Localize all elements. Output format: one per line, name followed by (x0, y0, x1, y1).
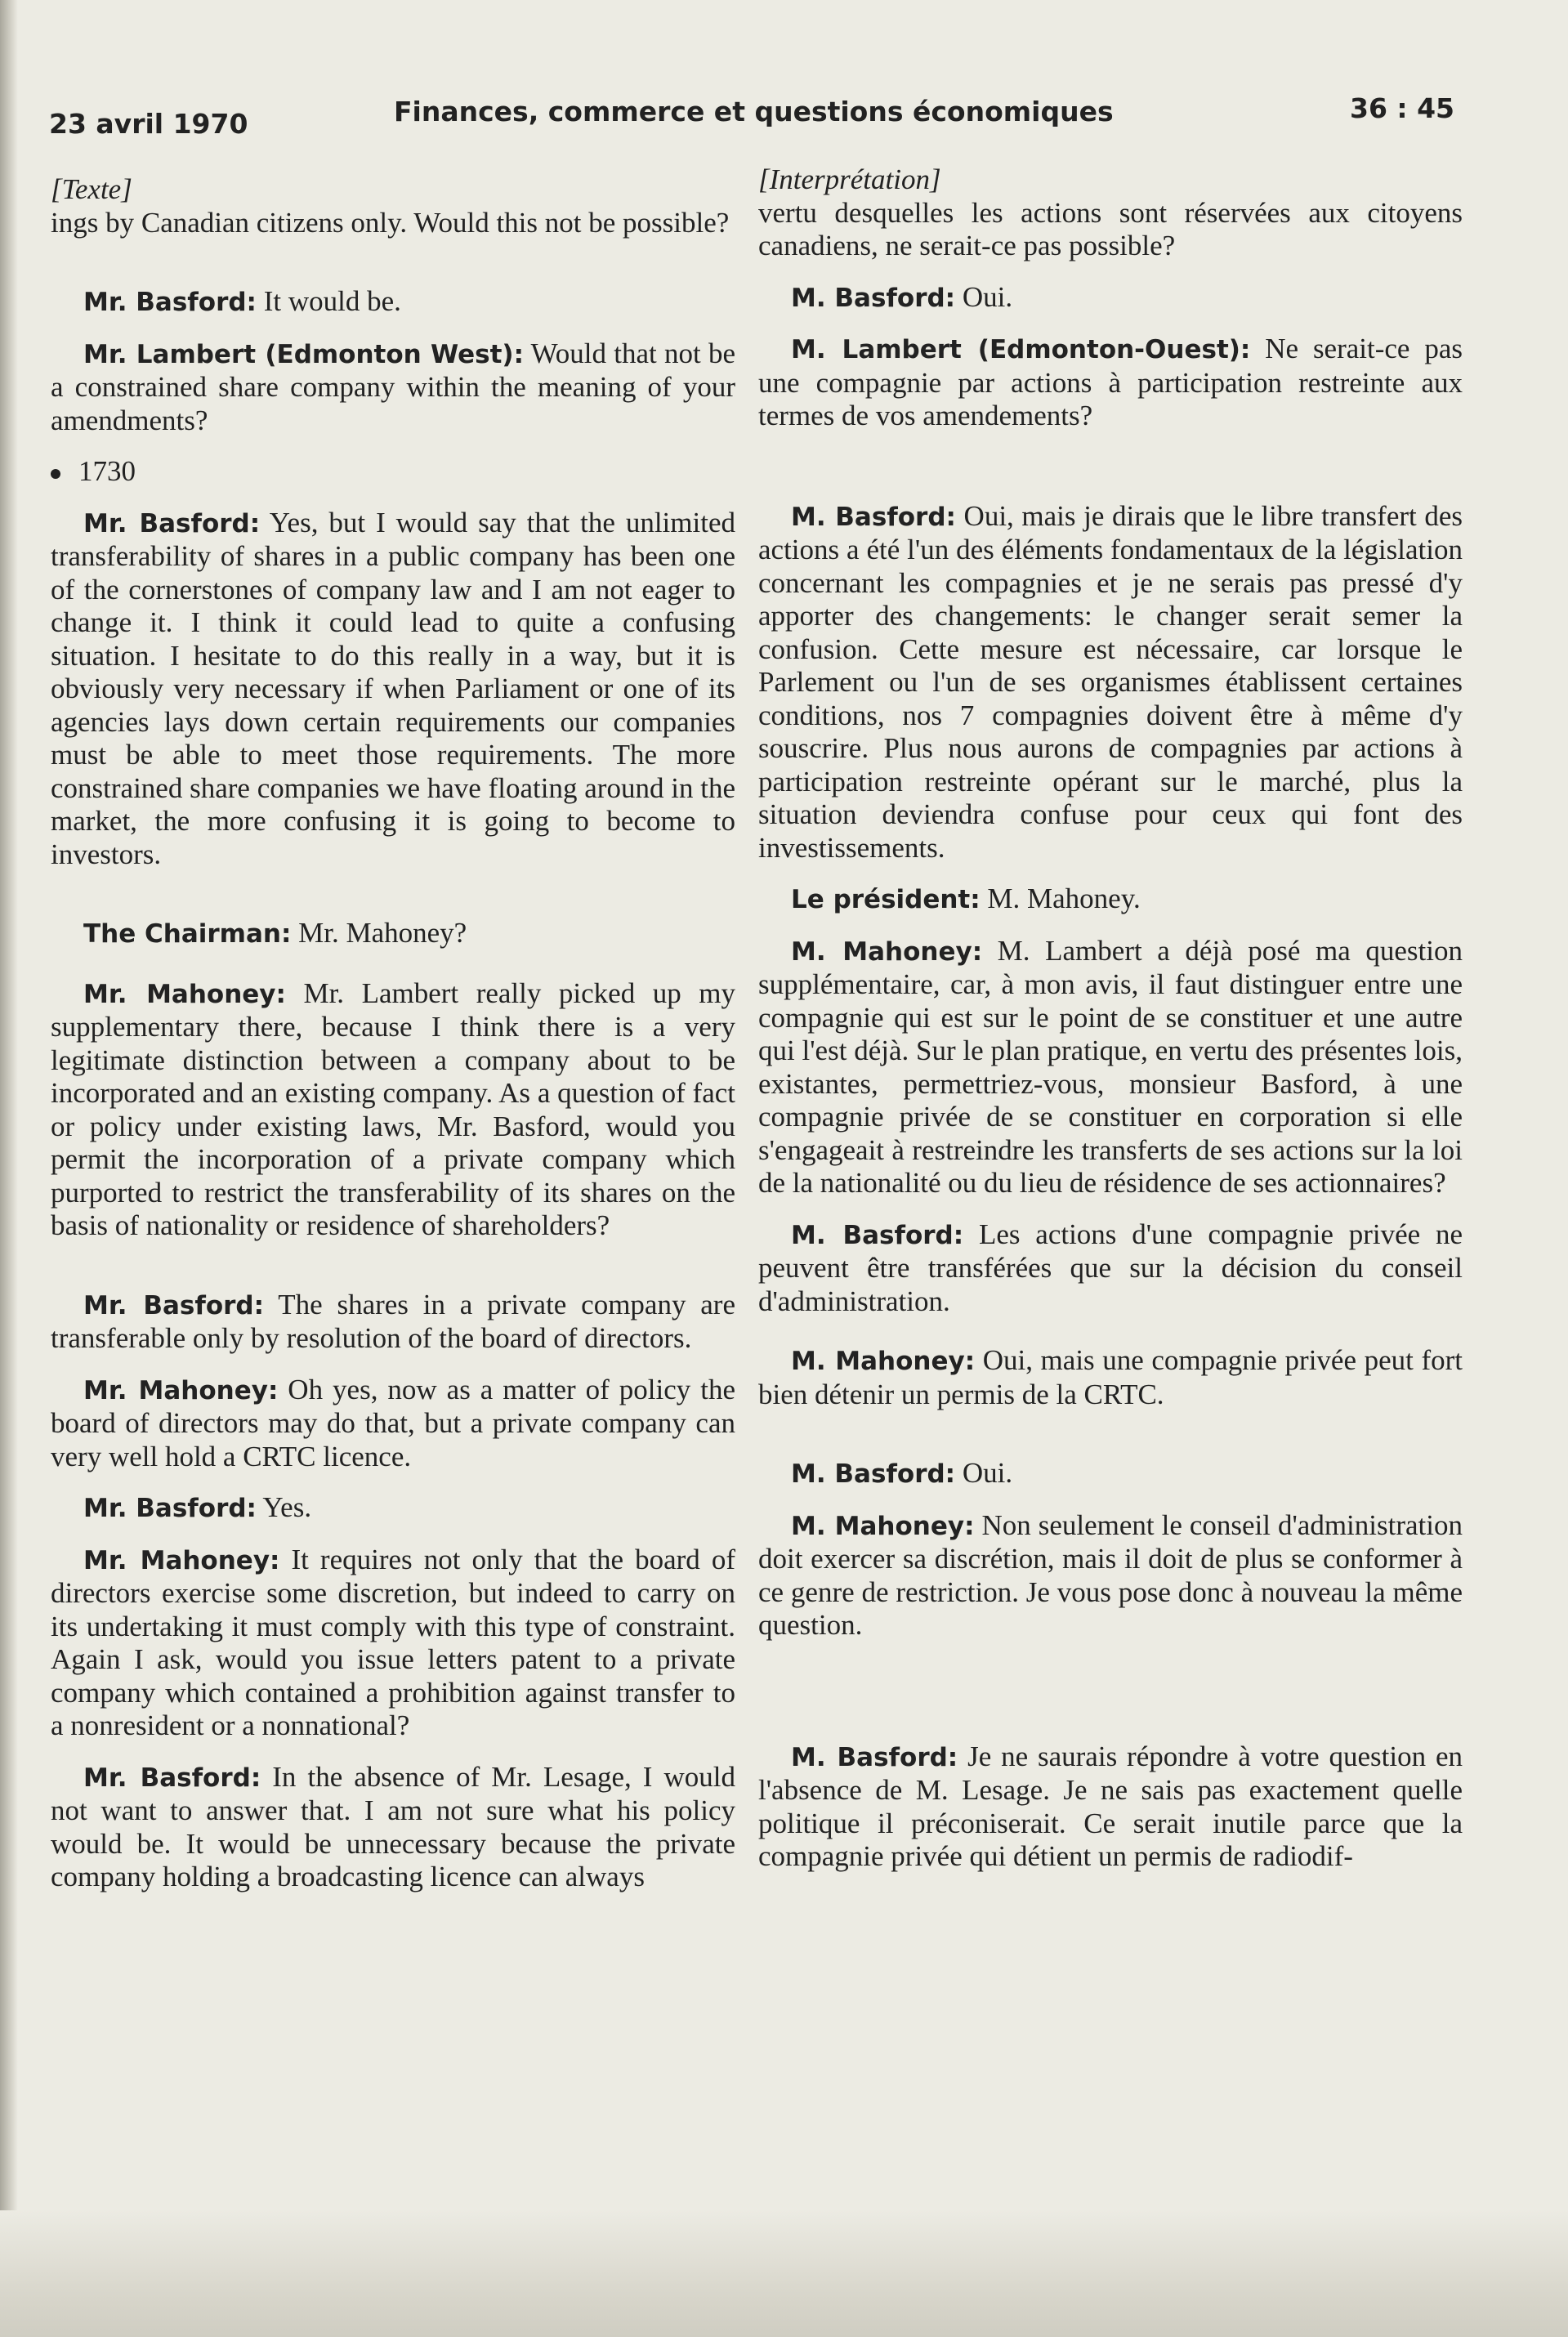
paragraph (758, 1218, 1463, 1319)
speech-text: It would be. (256, 285, 401, 317)
paragraph (758, 883, 1463, 917)
speaker-name: Mr. Basford: (83, 1763, 261, 1793)
time-marker (51, 455, 735, 489)
paragraph (51, 977, 735, 1243)
speaker-name: M. Basford: (791, 283, 956, 313)
paragraph (758, 333, 1463, 433)
speaker-name: M. Basford: (791, 1742, 958, 1772)
speech-text: Oui. (955, 280, 1013, 313)
language-tag: [Texte] (51, 173, 132, 205)
speech-text: M. Lambert a déjà posé ma question supplémentaire, car, à mon avis, il faut distinguer entre une compagnie qui est sur le point de se constituer et une autre qui l'est déjà. Sur le plan pratique, en vertu des présentes lois, existantes, permettriez-vous, monsieur Basford, à une compagnie privée de se constituer en corporation si elle s'engageait à restreindre les transferts de ses actions sur la loi de la nationalité ou du lieu de résidence de ses actionnaires? (758, 934, 1463, 1199)
speech-text: Oh yes, now as a matter of policy the board of directors may do that, but a private company can very well hold a CRTC licence. (51, 1373, 735, 1472)
language-tag: [Interprétation] (758, 163, 941, 195)
speech-text: Oui. (955, 1457, 1013, 1489)
paragraph (51, 917, 735, 951)
speech-text: The shares in a private company are transferable only by resolution of the board of directors. (51, 1288, 735, 1354)
speaker-name: M. Basford: (791, 1459, 956, 1489)
paragraph (51, 285, 735, 319)
time-marker-text: 1730 (78, 455, 136, 487)
speaker-name: Mr. Mahoney: (83, 979, 286, 1009)
speech-text: Mr. Lambert really picked up my supplementary there, because I think there is a very legitimate distinction between a company about to be incorporated and an existing company. As a question of fact or policy under existing laws, Mr. Basford, would you permit the incorporation of a private company which purported to restrict the transferability of its shares on the basis of nationality or residence of shareholders? (51, 976, 736, 1241)
paragraph (51, 337, 735, 438)
speaker-name: M. Basford: (791, 1220, 964, 1250)
paragraph: ings by Canadian citizens only. Would this not be possible? (51, 206, 730, 239)
speaker-name: M. Mahoney: (791, 1511, 975, 1541)
speaker-name: Mr. Mahoney: (83, 1545, 280, 1575)
paragraph (758, 500, 1463, 865)
speech-text: Would that not be a constrained share company within the meaning of your amendments? (51, 337, 735, 436)
speaker-name: Mr. Basford: (83, 508, 261, 538)
speaker-name: Mr. Mahoney: (83, 1375, 279, 1405)
paragraph (51, 1289, 735, 1356)
speaker-name: M. Basford: (791, 502, 956, 532)
speaker-name: Le président: (791, 885, 981, 914)
page-bottom-shadow (0, 2210, 1568, 2337)
speech-text: Les actions d'une compagnie privée ne peuvent être transférées que sur la décision du conseil d'administration. (758, 1218, 1463, 1317)
french-column (758, 163, 1463, 1874)
speech-text: Non seulement le conseil d'administration doit exercer sa discrétion, mais il doit de plus se conformer à ce genre de restriction. Je vous pose donc à nouveau la même question. (758, 1508, 1463, 1641)
speech-text: In the absence of Mr. Lesage, I would not want to answer that. I am not sure what his policy would be. It would be unnecessary because the private company holding a broadcasting licence can always (51, 1760, 735, 1892)
paragraph (51, 507, 735, 872)
paragraph (51, 1544, 735, 1743)
paragraph (758, 935, 1463, 1200)
header-page-number: 36 : 45 (1350, 92, 1455, 124)
speech-text: Oui, mais je dirais que le libre transfert des actions a été l'un des éléments fondamentaux de la législation concernant les compagnies et je ne serais pas pressé d'y apporter des changements: le changer serait semer la confusion. Cette mesure est nécessaire, car lorsque le Parlement ou l'un de ses organismes établissent certaines conditions, nos 7 compagnies doivent être à même d'y souscrire. Plus nous aurons de compagnies par actions à participation restreinte opérant sur le marché, plus la situation deviendra confuse pour ceux qui font des investissements. (758, 499, 1463, 864)
speech-text: Ne serait-ce pas une compagnie par actions à participation restreinte aux termes de vos amendements? (758, 333, 1463, 431)
speaker-name: M. Mahoney: (791, 936, 983, 967)
speech-text: Mr. Mahoney? (291, 917, 467, 949)
speaker-name: M. Lambert (Edmonton-Ouest): (791, 335, 1251, 364)
speech-text: Yes. (256, 1491, 312, 1523)
paragraph: vertu desquelles les actions sont réservées aux citoyens canadiens, ne serait-ce pas possible? (758, 196, 1463, 261)
paragraph (758, 1509, 1463, 1642)
speech-text: Je ne saurais répondre à votre question en l'absence de M. Lesage. Je ne sais pas exactement quelle politique il préconiserait. Ce serait inutile parce que la compagnie privée qui détient un permis de radiodif- (758, 1740, 1463, 1872)
paragraph (51, 1374, 735, 1474)
speaker-name: Mr. Basford: (83, 1494, 257, 1523)
speaker-name: Mr. Basford: (83, 1290, 265, 1320)
header-date: 23 avril 1970 (49, 108, 248, 140)
bullet-icon (51, 469, 60, 479)
speaker-name: The Chairman: (83, 919, 292, 949)
speech-text: It requires not only that the board of directors exercise some discretion, but indeed to carry on its undertaking it must comply with this type of constraint. Again I ask, would you issue letters patent to a private company which contained a prohibition against transfer to a nonresident or a nonnational? (51, 1543, 736, 1741)
paragraph (758, 1457, 1463, 1491)
paragraph (51, 1491, 735, 1526)
speaker-name: Mr. Lambert (Edmonton West): (83, 339, 524, 369)
speech-text: M. Mahoney. (980, 883, 1141, 914)
english-column (51, 173, 735, 1894)
paragraph (758, 1344, 1463, 1411)
page-binding-edge (0, 0, 18, 2337)
header-title: Finances, commerce et questions économiques (394, 96, 1114, 127)
speech-text: Oui, mais une compagnie privée peut fort bien détenir un permis de la CRTC. (758, 1344, 1463, 1410)
speech-text: Yes, but I would say that the unlimited transferability of shares in a public company has been one of the cornerstones of company law and I am not eager to change it. I think it could lead to quite a confusing situation. I hesitate to do this really in a way, but it is obviously very necessary if when Parliament or one of its agencies lays down certain requirements our companies must be able to meet those requirements. The more constrained share companies we have floating around in the market, the more confusing it is going to become to investors. (51, 506, 735, 870)
speaker-name: Mr. Basford: (83, 288, 257, 317)
paragraph (758, 1740, 1463, 1874)
paragraph (758, 281, 1463, 315)
paragraph (51, 1761, 735, 1894)
speaker-name: M. Mahoney: (791, 1347, 976, 1376)
